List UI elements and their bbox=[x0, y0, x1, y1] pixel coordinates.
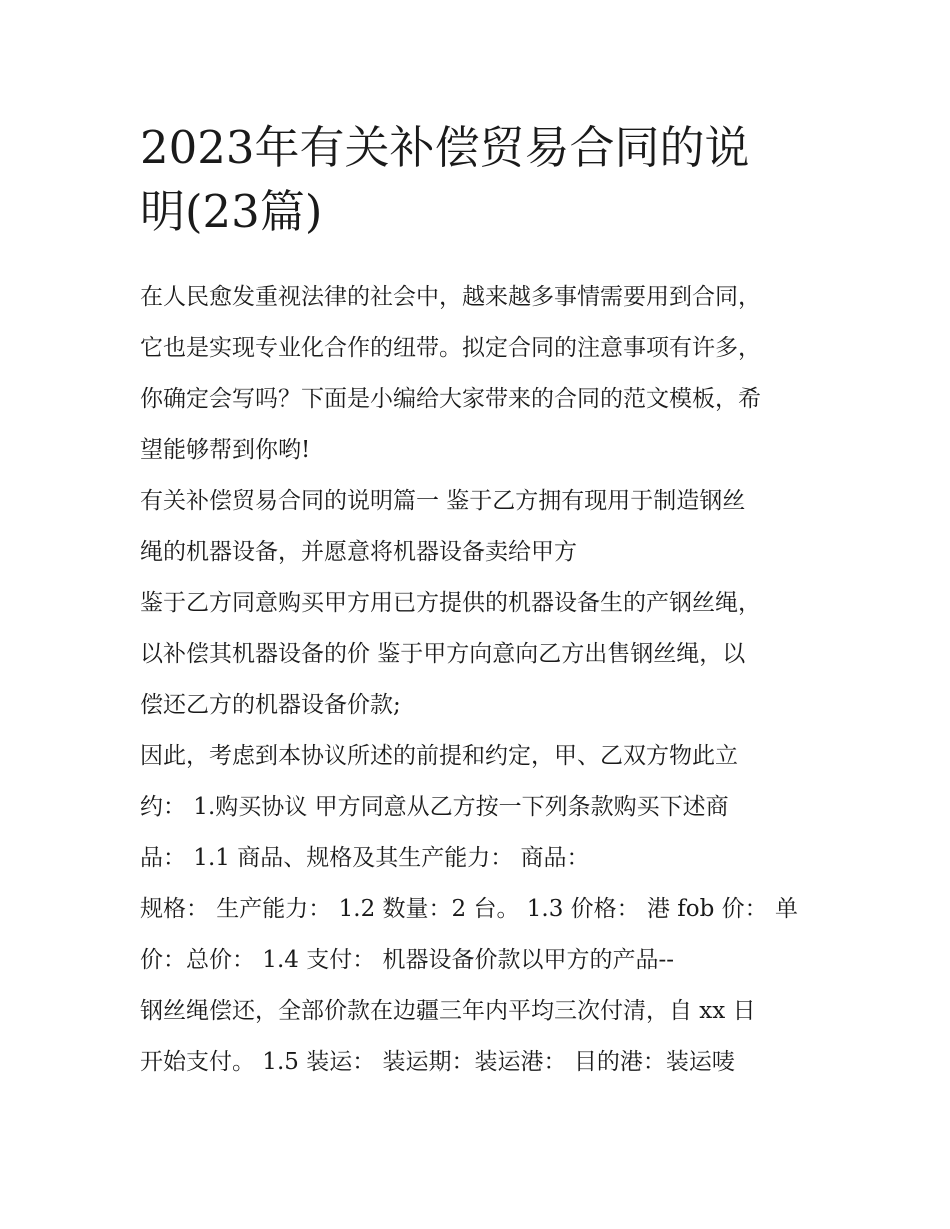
body-line: 在人民愈发重视法律的社会中，越来越多事情需要用到合同， bbox=[140, 284, 761, 310]
body-line: 价：总价： 1.4 支付： 机器设备价款以甲方的产品-- bbox=[140, 947, 675, 973]
body-line: 绳的机器设备，并愿意将机器设备卖给甲方 bbox=[140, 539, 577, 565]
body-line: 有关补偿贸易合同的说明篇一 鉴于乙方拥有现用于制造钢丝 bbox=[140, 488, 746, 514]
document-body bbox=[140, 272, 820, 1088]
body-line: 钢丝绳偿还，全部价款在边疆三年内平均三次付清，自 xx 日 bbox=[140, 998, 756, 1024]
body-line: 偿还乙方的机器设备价款; bbox=[140, 692, 401, 718]
body-line: 开始支付。 1.5 装运： 装运期：装运港： 目的港：装运唛 bbox=[140, 1049, 735, 1075]
body-line: 它也是实现专业化合作的纽带。拟定合同的注意事项有许多， bbox=[140, 335, 761, 361]
body-line: 鉴于乙方同意购买甲方用已方提供的机器设备生的产钢丝绳， bbox=[140, 590, 761, 616]
body-line: 品： 1.1 商品、规格及其生产能力： 商品： bbox=[140, 845, 590, 871]
document-title bbox=[140, 116, 820, 244]
body-line: 因此，考虑到本协议所述的前提和约定，甲、乙双方物此立 bbox=[140, 743, 738, 769]
body-line: 你确定会写吗？下面是小编给大家带来的合同的范文模板，希 bbox=[140, 386, 761, 412]
title-line-2: 明(23篇) bbox=[140, 185, 323, 238]
body-line: 规格： 生产能力： 1.2 数量：2 台。 1.3 价格： 港 fob 价： 单 bbox=[140, 896, 798, 922]
body-line: 望能够帮到你哟! bbox=[140, 437, 311, 463]
document-page bbox=[140, 116, 820, 1088]
body-line: 约： 1.购买协议 甲方同意从乙方按一下列条款购买下述商 bbox=[140, 794, 729, 820]
body-line: 以补偿其机器设备的价 鉴于甲方向意向乙方出售钢丝绳，以 bbox=[140, 641, 746, 667]
title-line-1: 2023年有关补偿贸易合同的说 bbox=[140, 121, 750, 174]
